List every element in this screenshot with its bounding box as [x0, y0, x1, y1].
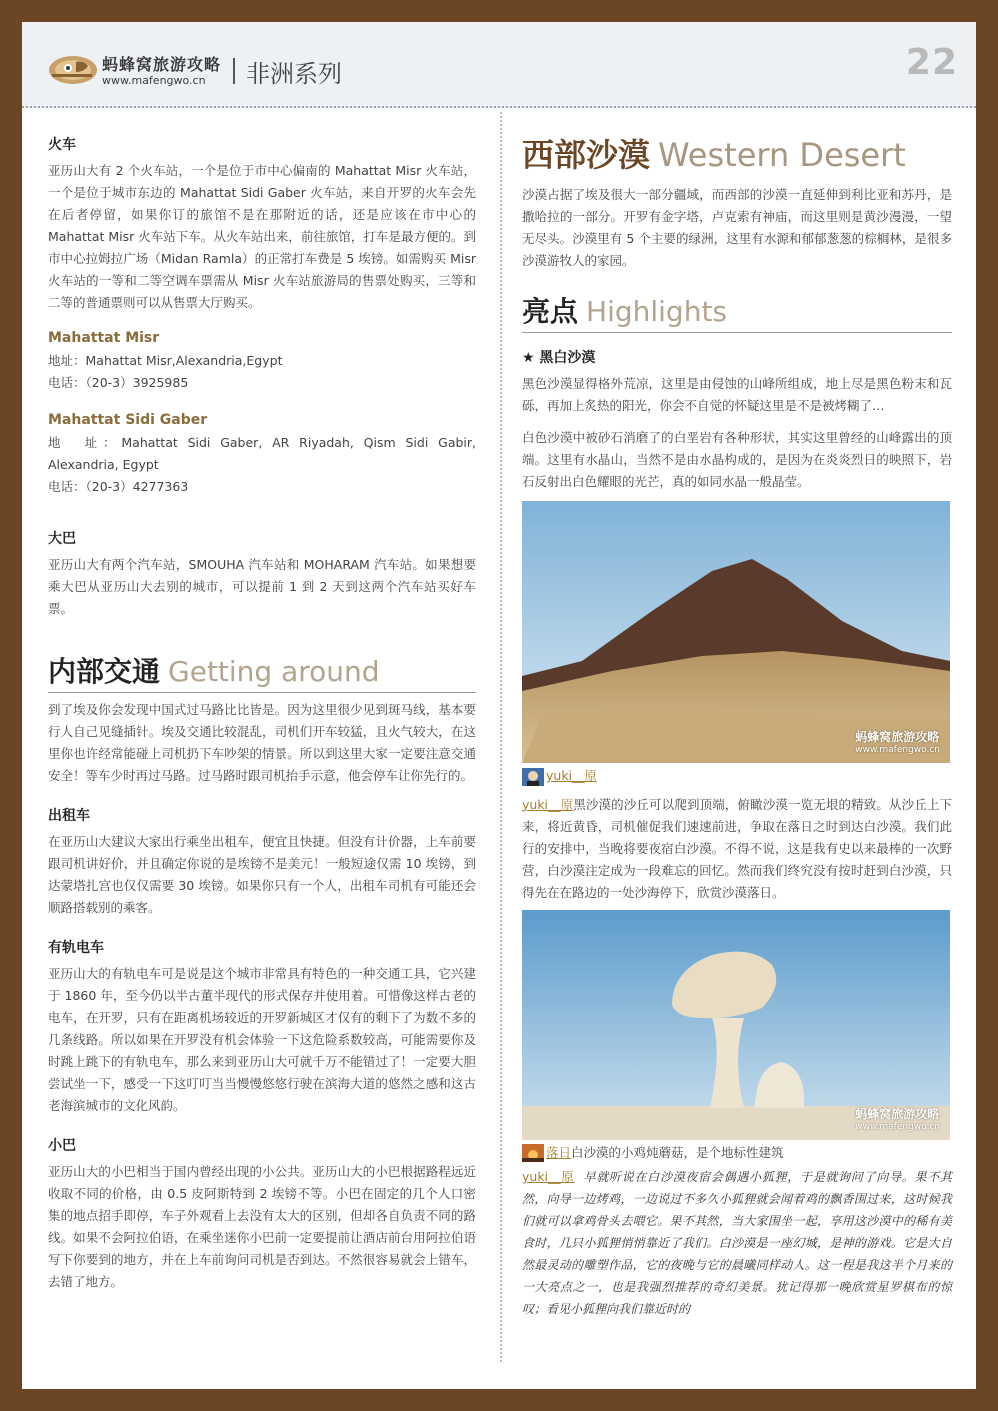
tram-heading: 有轨电车	[48, 940, 104, 956]
western-desert-title-en: Western Desert	[658, 136, 906, 174]
station-sidi-gaber-address: 地 址：Mahattat Sidi Gaber, AR Riyadah, Qism Sidi Gabir, Alexandria, Egypt	[48, 435, 476, 472]
minibus-heading: 小巴	[48, 1138, 76, 1154]
page	[22, 22, 976, 1389]
photo2-watermark	[855, 1105, 940, 1132]
highlights-title	[522, 290, 952, 333]
photo2-caption: 白沙漠的小鸡炖蘑菇，是个地标性建筑	[571, 1144, 784, 1160]
bus-text: 亚历山大有两个汽车站，SMOUHA 汽车站和 MOHARAM 汽车站。如果想要乘大巴从亚历山大去别的城市，可以提前 1 到 2 天到这两个汽车站买好车票。	[48, 557, 476, 616]
highlights-title-cn: 亮点	[522, 295, 579, 328]
station-misr-address: 地址：Mahattat Misr,Alexandria,Egypt	[48, 353, 283, 368]
column-divider	[500, 112, 502, 1362]
sunset-avatar-icon	[522, 1144, 544, 1162]
logo-text: 蚂蜂窝旅游攻略	[102, 55, 222, 74]
highlight-black-white-desert-heading: ★ 黑白沙漠	[522, 350, 596, 366]
taxi-text: 在亚历山大建议大家出行乘坐出租车，便宜且快捷。但没有计价器，上车前要跟司机讲好价，并且确定你说的是埃镑不是美元！一般短途仅需 10 埃镑，到达蒙塔扎宫也仅仅需要 30 埃镑。如果你只有一个人，出租车司机有可能还会顺路搭载别的乘客。	[48, 834, 476, 915]
quote2	[522, 1166, 952, 1320]
black-desert-photo	[522, 501, 950, 763]
photo2-watermark-cn: 蚂蜂窝旅游攻略	[855, 1106, 940, 1121]
quote1-text: 黑沙漠的沙丘可以爬到顶端，俯瞰沙漠一览无垠的精致。从沙丘上下来，将近黄昏，司机催促我们速速前进，争取在落日之时到达白沙漠。我们此行的安排中，当晚将要夜宿白沙漠。不得不说，这是我有史以来最棒的一次野营，白沙漠注定成为一段难忘的回忆。然而我们终究没有按时赶到白沙漠，只得先在在路边的一处沙海停下，欣赏沙漠落日。	[522, 796, 952, 900]
series-title: 非洲系列	[246, 60, 342, 88]
station-misr-phone: 电话：（20-3）3925985	[48, 375, 189, 390]
right-column	[522, 130, 952, 1320]
quote1	[522, 794, 952, 904]
page-header	[22, 22, 976, 108]
quote2-user[interactable]: yuki__原	[522, 1169, 575, 1184]
white-desert-text: 白色沙漠中被砂石消磨了的白垩岩有各种形状，其实这里曾经的山峰露出的顶端。这里有水晶山，当然不是由水晶构成的，是因为在炎炎烈日的映照下，岩石反射出白色耀眼的光芒，真的如同水晶一般晶莹。	[522, 430, 952, 489]
quote1-user[interactable]: yuki__原	[522, 796, 574, 812]
page-number: 22	[905, 42, 958, 83]
photo1-credit	[522, 767, 952, 786]
station-sidi-gaber-phone: 电话：（20-3）4277363	[48, 479, 189, 494]
train-text: 亚历山大有 2 个火车站，一个是位于市中心偏南的 Mahattat Misr 火车站，一个是位于城市东边的 Mahattat Sidi Gaber 火车站，来自开罗的火车会先在后者停留，如果你订的旅馆不是在那附近的话，还是应该在市中心的 Mahattat Misr 火车站下车。从火车站出来，前往旅馆，打车是最方便的。到市中心拉姆拉广场（Midan Ramla）的正常打车费是 5 埃镑。如需购买 Misr 火车站的一等和二等空调车票需从 Misr 火车站旅游局的售票处购买，三等和二等的普通票则可以从售票大厅购买。	[48, 163, 476, 310]
quote2-text: 早就听说在白沙漠夜宿会偶遇小狐狸，于是就询问了向导。果不其然，向导一边烤鸡，一边说过不多久小狐狸就会闻着鸡的飘香围过来，这时候我们就可以拿鸡骨头去喂它。果不其然，当大家围坐一起，享用这沙漠中的稀有美食时，几只小狐狸悄悄靠近了我们。白沙漠是一座幻城，是神的游戏。它是大自然最灵动的雕塑作品，它的夜晚与它的晨曦同样动人。这一程是我这半个月来的一大亮点之一，也是我强烈推荐的奇幻美景。犹记得那一晚欣赏星罗棋布的惊叹；看见小狐狸向我们靠近时的	[522, 1170, 952, 1316]
western-desert-title	[522, 130, 952, 178]
getting-around-title-cn: 内部交通	[48, 655, 161, 688]
station-misr-name: Mahattat Misr	[48, 330, 160, 346]
photo1-watermark-cn: 蚂蜂窝旅游攻略	[855, 730, 940, 744]
photo1-watermark-en: www.mafengwo.cn	[855, 745, 940, 755]
photo2-watermark-en: www.mafengwo.cn	[855, 1121, 940, 1132]
minibus-text: 亚历山大的小巴相当于国内曾经出现的小公共。亚历山大的小巴根据路程远近收取不同的价格，由 0.5 皮阿斯特到 2 埃镑不等。小巴在固定的几个人口密集的地点招手即停，车子外观看上去没有太大的区别，但却各自负责不同的路线。如果不会阿拉伯语，在乘坐迷你小巴前一定要提前让酒店前台用阿拉伯语写下你要到的地方，并在上车前询问司机是否到达。不然很容易就会上错车，去错了地方。	[48, 1164, 476, 1289]
mafengwo-logo-icon	[46, 52, 98, 86]
getting-around-title	[48, 650, 476, 693]
logo-url: www.mafengwo.cn	[102, 74, 206, 87]
western-desert-title-cn: 西部沙漠	[522, 136, 651, 174]
station-sidi-gaber-name: Mahattat Sidi Gaber	[48, 412, 208, 428]
train-heading: 火车	[48, 137, 76, 153]
taxi-heading: 出租车	[48, 808, 90, 824]
black-desert-mountain-image	[522, 501, 950, 763]
western-desert-text: 沙漠占据了埃及很大一部分疆域，而西部的沙漠一直延伸到利比亚和苏丹，是撒哈拉的一部分。开罗有金字塔，卢克索有神庙，而这里则是黄沙漫漫，一望无尽头。沙漠里有 5 个主要的绿洲，这里有水源和郁郁葱葱的棕榈林，是很多沙漠游牧人的家园。	[522, 187, 952, 268]
highlights-title-en: Highlights	[586, 295, 728, 328]
header-separator	[233, 58, 235, 84]
photo2-credit-user[interactable]: 落日	[546, 1144, 572, 1160]
tram-text: 亚历山大的有轨电车可是说是这个城市非常具有特色的一种交通工具，它兴建于 1860 年，至今仍以半古董半现代的形式保存并使用着。可惜像这样古老的电车，在开罗，只有在距离机场较近的开罗新城区才仅有的剩下了为数不多的几条线路。所以如果在开罗没有机会体验一下这危险系数较高，可能需要你及时跳上跳下的有轨电车，那么来到亚历山大可就千万不能错过了！一定要大胆尝试坐一下，感受一下这叮叮当当慢慢悠悠行驶在滨海大道的悠然之感和这古老海滨城市的文化风韵。	[48, 966, 476, 1113]
user-avatar-icon	[522, 768, 544, 786]
photo1-credit-user[interactable]: yuki__原	[546, 768, 598, 783]
photo2-credit	[522, 1144, 952, 1163]
getting-around-title-en: Getting around	[168, 655, 380, 688]
left-column	[48, 134, 476, 1293]
white-desert-photo	[522, 910, 950, 1140]
black-desert-text: 黑色沙漠显得格外荒凉，这里是由侵蚀的山峰所组成，地上尽是黑色粉末和瓦砾，再加上炙热的阳光，你会不自觉的怀疑这里是不是被烤糊了…	[522, 376, 952, 413]
getting-around-text: 到了埃及你会发现中国式过马路比比皆是。因为这里很少见到斑马线，基本要行人自己见缝插针。埃及交通比较混乱，司机们开车较猛，且火气较大，在这里你也许经常能碰上司机扔下车吵架的情景。所以到这里大家一定要注意交通安全！等车少时再过马路。过马路时跟司机抬手示意，他会停车让你先行的。	[48, 702, 476, 783]
photo1-watermark	[855, 728, 940, 755]
bus-heading: 大巴	[48, 531, 76, 547]
